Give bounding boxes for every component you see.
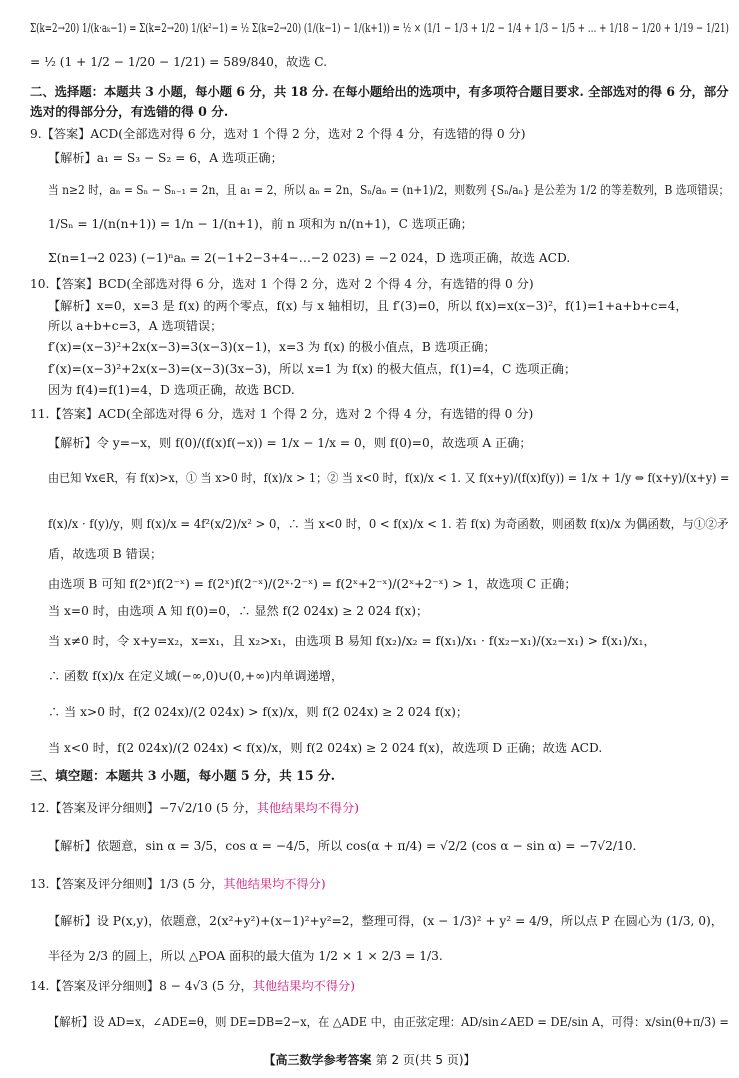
line-text: 13.【答案及评分细则】1/3 (5 分， xyxy=(30,877,224,891)
text-line-l04 xyxy=(30,104,228,120)
text-line-l29 xyxy=(48,838,636,854)
line-text: 由选项 B 可知 f(2ˣ)f(2⁻ˣ) = f(2ˣ)f(2⁻ˣ)/(2ˣ·2⁻ˣ) = f(2ˣ+2⁻ˣ)/(2ˣ+2⁻ˣ) > 1，故选项 C 正确； xyxy=(48,577,577,591)
text-line-l18 xyxy=(48,470,729,486)
line-text: 因为 f(4)=f(1)=4，D 选项正确，故选 BCD. xyxy=(48,383,295,397)
line-text: f′(x)=(x−3)²+2x(x−3)=(x−3)(3x−3)，所以 x=1 为 f(x) 的极大值点，f(1)=4，C 选项正确； xyxy=(48,362,577,376)
line-text: Σ(k=2→20) 1/(k·aₖ−1) = Σ(k=2→20) 1/(k²−1) = ½ Σ(k=2→20) (1/(k−1) − 1/(k+1)) = ½ × (1/1 − 1/3 + 1/2 − 1/4 + 1/3 − 1/5 + … + 1/18 − 1/20 + 1/19 − 1/21) xyxy=(30,21,729,35)
grading-note: 其他结果均不得分) xyxy=(223,877,326,891)
line-text: ∴ 当 x>0 时，f(2 024x)/(2 024x) > f(x)/x，则 f(2 024x) ≥ 2 024 f(x)； xyxy=(48,705,469,719)
text-line-l24 xyxy=(48,668,343,684)
line-text: 【解析】x=0，x=3 是 f(x) 的两个零点，f(x) 与 x 轴相切，且 f′(3)=0，所以 f(x)=x(x−3)²，f(1)=1+a+b+c=4， xyxy=(48,299,688,313)
line-text: 由已知 ∀x∈R，有 f(x)>x，① 当 x>0 时，f(x)/x > 1；② 当 x<0 时，f(x)/x < 1. 又 f(x+y)/(f(x)f(y)) = 1/x + 1/y ⇔ f(x+y)/(x+y) = xyxy=(48,471,730,485)
line-text: 盾，故选项 B 错误； xyxy=(48,547,163,561)
line-text: 11.【答案】ACD(全部选对得 6 分，选对 1 个得 2 分，选对 2 个得 4 分，有选错的得 0 分) xyxy=(30,407,534,421)
footer-page-number: 第 2 页(共 5 页)】 xyxy=(375,1053,476,1067)
text-line-l23 xyxy=(48,633,656,649)
text-line-l16 xyxy=(30,406,533,422)
text-line-l26 xyxy=(48,740,602,756)
line-text: 当 x<0 时，f(2 024x)/(2 024x) < f(x)/x，则 f(2 024x) ≥ 2 024 f(x)，故选项 D 正确；故选 ACD. xyxy=(48,741,603,755)
text-line-l17 xyxy=(48,435,532,451)
grading-note: 其他结果均不得分) xyxy=(256,801,360,815)
text-line-l27 xyxy=(30,768,335,784)
text-line-l31 xyxy=(48,913,723,929)
text-line-l25 xyxy=(48,704,468,720)
text-line-l14 xyxy=(48,361,576,377)
text-line-l03 xyxy=(30,84,729,100)
text-line-l13 xyxy=(48,339,496,355)
footer-title: 【高三数学参考答案 xyxy=(263,1053,372,1067)
line-text: 半径为 2/3 的圆上，所以 △POA 面积的最大值为 1/2 × 1 × 2/3 = 1/3. xyxy=(48,949,443,963)
text-line-l06 xyxy=(48,150,283,166)
text-line-l11 xyxy=(48,298,688,314)
text-line-l28 xyxy=(30,800,359,816)
line-text: 二、选择题：本题共 3 小题，每小题 6 分，共 18 分. 在每小题给出的选项中，有多项符合题目要求. 全部选对的得 6 分，部分 xyxy=(30,84,729,99)
text-line-l09 xyxy=(48,250,570,266)
text-line-l05 xyxy=(30,126,526,142)
text-line-l30 xyxy=(30,876,326,892)
text-line-l21 xyxy=(48,576,577,592)
page-footer xyxy=(0,1051,739,1068)
text-line-l10 xyxy=(30,276,534,292)
line-text: 【解析】a₁ = S₃ − S₂ = 6，A 选项正确； xyxy=(48,151,283,165)
text-line-l32 xyxy=(48,948,443,964)
text-line-l02 xyxy=(30,54,327,70)
line-text: 9.【答案】ACD(全部选对得 6 分，选对 1 个得 2 分，选对 2 个得 4 分，有选错的得 0 分) xyxy=(30,127,526,141)
text-line-l15 xyxy=(48,382,295,398)
line-text: 【解析】设 P(x,y)，依题意，2(x²+y²)+(x−1)²+y²=2，整理可得，(x − 1/3)² + y² = 4/9，所以点 P 在圆心为 (1/3, 0)， xyxy=(48,914,723,928)
line-text: 12.【答案及评分细则】−7√2/10 (5 分， xyxy=(30,801,257,815)
line-text: 选对的得部分分，有选错的得 0 分. xyxy=(30,104,229,119)
line-text: 所以 a+b+c=3，A 选项错误； xyxy=(48,319,223,333)
grading-note: 其他结果均不得分) xyxy=(252,979,355,993)
text-line-l12 xyxy=(48,318,222,334)
text-line-l19 xyxy=(48,516,729,532)
text-line-l07 xyxy=(48,182,729,198)
line-text: f(x)/x · f(y)/y，则 f(x)/x = 4f²(x/2)/x² > 0，∴ 当 x<0 时，0 < f(x)/x < 1. 若 f(x) 为奇函数，则函数 f(x)/x 为偶函数，与①②矛 xyxy=(48,517,729,531)
line-text: 当 n≥2 时，aₙ = Sₙ − Sₙ₋₁ = 2n，且 a₁ = 2，所以 aₙ = 2n，Sₙ/aₙ = (n+1)/2，则数列 {Sₙ/aₙ} 是公差为 1/2 的等差数列，B 选项错误； xyxy=(48,183,730,197)
line-text: 【解析】令 y=−x，则 f(0)/(f(x)f(−x)) = 1/x − 1/x = 0，则 f(0)=0，故选项 A 正确； xyxy=(48,436,532,450)
line-text: 【解析】依题意，sin α = 3/5，cos α = −4/5，所以 cos(α + π/4) = √2/2 (cos α − sin α) = −7√2/10. xyxy=(48,839,637,853)
line-text: Σ(n=1→2 023) (−1)ⁿaₙ = 2(−1+2−3+4−…−2 023) = −2 024，D 选项正确，故选 ACD. xyxy=(48,251,571,265)
text-line-l33 xyxy=(30,978,355,994)
line-text: f′(x)=(x−3)²+2x(x−3)=3(x−3)(x−1)，x=3 为 f(x) 的极小值点，B 选项正确； xyxy=(48,340,496,354)
line-text: 10.【答案】BCD(全部选对得 6 分，选对 1 个得 2 分，选对 2 个得 4 分，有选错的得 0 分) xyxy=(30,277,534,291)
line-text: 三、填空题：本题共 3 小题，每小题 5 分，共 15 分. xyxy=(30,768,336,783)
text-line-l01 xyxy=(30,20,729,36)
line-text: 1/Sₙ = 1/(n(n+1)) = 1/n − 1/(n+1)，前 n 项和为 n/(n+1)，C 选项正确； xyxy=(48,217,473,231)
text-line-l20 xyxy=(48,546,162,562)
line-text: 【解析】设 AD=x，∠ADE=θ，则 DE=DB=2−x，在 △ADE 中，由正弦定理：AD/sin∠AED = DE/sin A，可得：x/sin(θ+π/3) = xyxy=(48,1015,729,1029)
line-text: = ½ (1 + 1/2 − 1/20 − 1/21) = 589/840，故选 C. xyxy=(30,55,328,69)
line-text: ∴ 函数 f(x)/x 在定义域(−∞,0)∪(0,+∞)内单调递增， xyxy=(48,669,344,683)
line-text: 14.【答案及评分细则】8 − 4√3 (5 分， xyxy=(30,979,253,993)
text-line-l34 xyxy=(48,1014,729,1030)
text-line-l08 xyxy=(48,216,473,232)
text-line-l22 xyxy=(48,603,428,619)
line-text: 当 x≠0 时，令 x+y=x₂，x=x₁，且 x₂>x₁，由选项 B 易知 f(x₂)/x₂ = f(x₁)/x₁ · f(x₂−x₁)/(x₂−x₁) > f(x₁)/x₁， xyxy=(48,634,656,648)
line-text: 当 x=0 时，由选项 A 知 f(0)=0，∴ 显然 f(2 024x) ≥ 2 024 f(x)； xyxy=(48,604,429,618)
